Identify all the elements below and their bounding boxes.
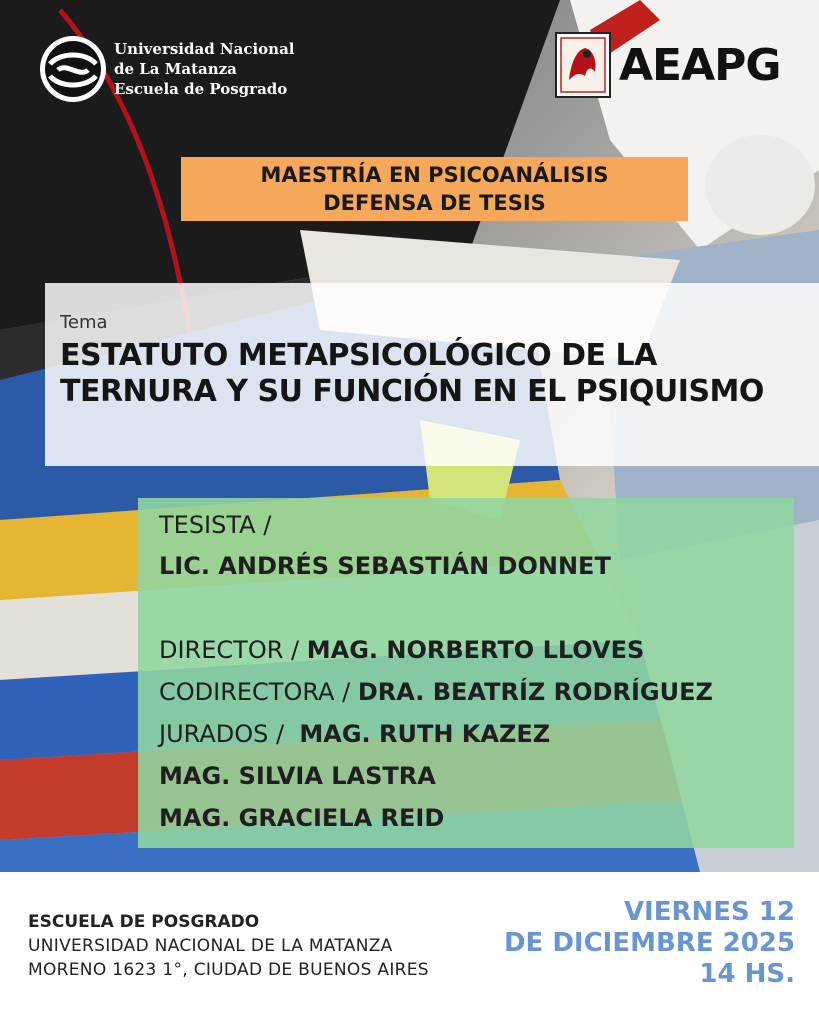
codirectora-label: CODIRECTORA / — [159, 678, 351, 706]
people-panel — [138, 498, 794, 848]
unlam-logo — [38, 34, 295, 104]
banner-line-1: MAESTRÍA EN PSICOANÁLISIS — [260, 163, 609, 187]
director-name: MAG. NORBERTO LLOVES — [306, 636, 645, 664]
event-date — [504, 897, 795, 990]
tesista-name-row — [159, 552, 611, 580]
date-line-2: DE DICIEMBRE 2025 — [503, 928, 795, 958]
jurados-label: JURADOS / — [159, 720, 285, 748]
thesis-title-line-2: TERNURA Y SU FUNCIÓN EN EL PSIQUISMO — [60, 374, 764, 409]
codirectora-row — [159, 678, 713, 706]
jurado-2: MAG. SILVIA LASTRA — [159, 762, 436, 790]
footer-university: UNIVERSIDAD NACIONAL DE LA MATANZA — [28, 936, 393, 956]
aeapg-seal-icon — [555, 32, 611, 98]
date-line-1: VIERNES 12 — [623, 897, 795, 927]
banner-line-2: DEFENSA DE TESIS — [323, 191, 546, 215]
unlam-line-2: de La Matanza — [114, 60, 237, 78]
jurado-1: MAG. RUTH KAZEZ — [299, 720, 551, 748]
footer-address: MORENO 1623 1°, CIUDAD DE BUENOS AIRES — [28, 960, 429, 980]
unlam-line-1: Universidad Nacional — [114, 40, 295, 58]
aeapg-wordmark: AEAPG — [619, 39, 781, 91]
thesis-title — [60, 338, 764, 410]
jurado-3-row — [159, 804, 444, 832]
tesista-name: LIC. ANDRÉS SEBASTIÁN DONNET — [159, 552, 611, 580]
director-label: DIRECTOR / — [159, 636, 300, 664]
codirectora-name: DRA. BEATRÍZ RODRÍGUEZ — [357, 678, 713, 706]
jurados-row — [159, 720, 550, 748]
tema-label: Tema — [60, 312, 108, 333]
footer-school: ESCUELA DE POSGRADO — [28, 912, 260, 932]
jurado-3: MAG. GRACIELA REID — [159, 804, 445, 832]
unlam-logo-icon — [38, 34, 108, 104]
program-banner — [181, 157, 688, 221]
aeapg-logo — [555, 32, 781, 98]
unlam-logo-text — [114, 39, 295, 99]
unlam-line-3: Escuela de Posgrado — [114, 80, 288, 98]
thesis-title-line-1: ESTATUTO METAPSICOLÓGICO DE LA — [60, 338, 657, 373]
tesista-label: TESISTA / — [159, 511, 272, 539]
jurado-2-row — [159, 762, 436, 790]
date-line-3: 14 HS. — [699, 959, 795, 989]
director-row — [159, 636, 644, 664]
